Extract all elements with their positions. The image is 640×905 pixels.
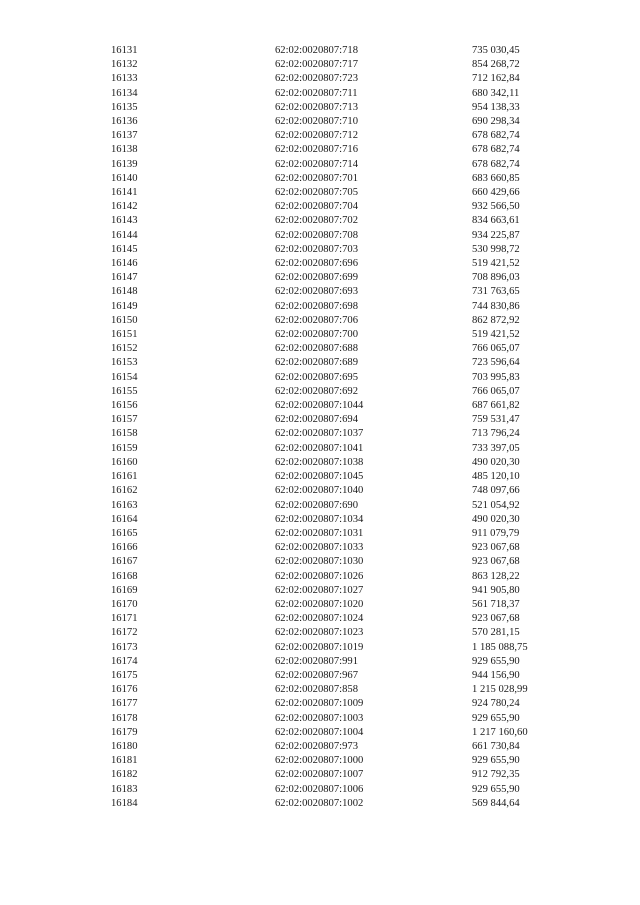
row-number: 16182 [111, 769, 138, 781]
cadastral-number: 62:02:0020807:1031 [275, 527, 364, 539]
table-row [111, 399, 582, 413]
row-number: 16164 [111, 513, 138, 525]
cadastral-number: 62:02:0020807:708 [275, 229, 358, 241]
table-row [111, 200, 582, 214]
cadastral-number: 62:02:0020807:688 [275, 343, 358, 355]
row-number: 16184 [111, 797, 138, 809]
cadastral-number: 62:02:0020807:700 [275, 329, 358, 341]
cadastral-number: 62:02:0020807:1000 [275, 755, 364, 767]
cadastral-value: 485 120,10 [472, 471, 520, 483]
cadastral-value: 929 655,90 [472, 755, 520, 767]
cadastral-number: 62:02:0020807:1030 [275, 556, 364, 568]
row-number: 16145 [111, 243, 138, 255]
cadastral-value: 929 655,90 [472, 712, 520, 724]
cadastral-value: 660 429,66 [472, 187, 520, 199]
table-row [111, 129, 582, 143]
cadastral-value: 678 682,74 [472, 158, 520, 170]
table-row [111, 584, 582, 598]
cadastral-value: 690 298,34 [472, 116, 520, 128]
cadastral-number: 62:02:0020807:1002 [275, 797, 364, 809]
cadastral-value: 735 030,45 [472, 45, 520, 56]
row-number: 16176 [111, 684, 138, 696]
cadastral-number: 62:02:0020807:701 [275, 172, 358, 184]
cadastral-value: 561 718,37 [472, 598, 520, 610]
table-row [111, 484, 582, 498]
row-number: 16141 [111, 187, 138, 199]
cadastral-number: 62:02:0020807:704 [275, 201, 358, 213]
row-number: 16146 [111, 258, 138, 270]
table-row [111, 697, 582, 711]
cadastral-value: 929 655,90 [472, 655, 520, 667]
cadastral-value: 678 682,74 [472, 144, 520, 156]
cadastral-number: 62:02:0020807:973 [275, 740, 358, 752]
cadastral-number: 62:02:0020807:1007 [275, 769, 364, 781]
cadastral-value: 733 397,05 [472, 442, 520, 454]
cadastral-number: 62:02:0020807:717 [275, 59, 358, 71]
row-number: 16152 [111, 343, 138, 355]
table-row [111, 328, 582, 342]
cadastral-value: 929 655,90 [472, 783, 520, 795]
row-number: 16175 [111, 669, 138, 681]
cadastral-value: 521 054,92 [472, 499, 520, 511]
cadastral-value: 712 162,84 [472, 73, 520, 85]
cadastral-value: 678 682,74 [472, 130, 520, 142]
row-number: 16165 [111, 527, 138, 539]
cadastral-number: 62:02:0020807:967 [275, 669, 358, 681]
cadastral-value: 834 663,61 [472, 215, 520, 227]
table-row [111, 655, 582, 669]
table-row [111, 172, 582, 186]
cadastral-value-table [111, 44, 582, 811]
cadastral-number: 62:02:0020807:689 [275, 357, 358, 369]
cadastral-number: 62:02:0020807:690 [275, 499, 358, 511]
table-row [111, 257, 582, 271]
row-number: 16178 [111, 712, 138, 724]
table-row [111, 740, 582, 754]
cadastral-number: 62:02:0020807:991 [275, 655, 358, 667]
row-number: 16133 [111, 73, 138, 85]
table-row [111, 72, 582, 86]
cadastral-value: 923 067,68 [472, 542, 520, 554]
row-number: 16137 [111, 130, 138, 142]
cadastral-value: 1 185 088,75 [472, 641, 528, 653]
table-row [111, 413, 582, 427]
cadastral-number: 62:02:0020807:1038 [275, 456, 364, 468]
table-row [111, 158, 582, 172]
cadastral-value: 713 796,24 [472, 428, 520, 440]
cadastral-number: 62:02:0020807:1024 [275, 613, 364, 625]
row-number: 16169 [111, 584, 138, 596]
cadastral-number: 62:02:0020807:698 [275, 300, 358, 312]
table-row [111, 626, 582, 640]
row-number: 16170 [111, 598, 138, 610]
row-number: 16168 [111, 570, 138, 582]
table-row [111, 300, 582, 314]
row-number: 16136 [111, 116, 138, 128]
row-number: 16158 [111, 428, 138, 440]
cadastral-value: 862 872,92 [472, 314, 520, 326]
cadastral-value: 490 020,30 [472, 456, 520, 468]
cadastral-number: 62:02:0020807:712 [275, 130, 358, 142]
row-number: 16132 [111, 59, 138, 71]
table-row [111, 456, 582, 470]
row-number: 16166 [111, 542, 138, 554]
cadastral-value: 519 421,52 [472, 258, 520, 270]
row-number: 16139 [111, 158, 138, 170]
table-row [111, 754, 582, 768]
table-row [111, 356, 582, 370]
row-number: 16140 [111, 172, 138, 184]
row-number: 16181 [111, 755, 138, 767]
cadastral-value: 519 421,52 [472, 329, 520, 341]
cadastral-number: 62:02:0020807:1009 [275, 698, 364, 710]
table-row [111, 712, 582, 726]
cadastral-number: 62:02:0020807:706 [275, 314, 358, 326]
table-row [111, 44, 582, 58]
table-row [111, 683, 582, 697]
cadastral-value: 766 065,07 [472, 385, 520, 397]
row-number: 16150 [111, 314, 138, 326]
cadastral-number: 62:02:0020807:858 [275, 684, 358, 696]
table-row [111, 527, 582, 541]
cadastral-number: 62:02:0020807:1004 [275, 726, 364, 738]
row-number: 16157 [111, 414, 138, 426]
row-number: 16161 [111, 471, 138, 483]
table-row [111, 598, 582, 612]
cadastral-number: 62:02:0020807:1006 [275, 783, 364, 795]
row-number: 16138 [111, 144, 138, 156]
cadastral-number: 62:02:0020807:703 [275, 243, 358, 255]
cadastral-value: 683 660,85 [472, 172, 520, 184]
cadastral-number: 62:02:0020807:723 [275, 73, 358, 85]
table-row [111, 243, 582, 257]
cadastral-value: 1 217 160,60 [472, 726, 528, 738]
row-number: 16162 [111, 485, 138, 497]
table-row [111, 385, 582, 399]
table-row [111, 570, 582, 584]
cadastral-number: 62:02:0020807:1041 [275, 442, 364, 454]
row-number: 16142 [111, 201, 138, 213]
row-number: 16177 [111, 698, 138, 710]
table-row [111, 442, 582, 456]
cadastral-value: 570 281,15 [472, 627, 520, 639]
cadastral-number: 62:02:0020807:693 [275, 286, 358, 298]
row-number: 16149 [111, 300, 138, 312]
table-row [111, 470, 582, 484]
row-number: 16155 [111, 385, 138, 397]
cadastral-value: 759 531,47 [472, 414, 520, 426]
cadastral-value: 944 156,90 [472, 669, 520, 681]
cadastral-number: 62:02:0020807:1040 [275, 485, 364, 497]
table-body [111, 44, 582, 811]
cadastral-number: 62:02:0020807:1044 [275, 400, 364, 412]
cadastral-number: 62:02:0020807:1023 [275, 627, 364, 639]
table-row [111, 342, 582, 356]
cadastral-value: 687 661,82 [472, 400, 520, 412]
cadastral-number: 62:02:0020807:1027 [275, 584, 364, 596]
cadastral-number: 62:02:0020807:699 [275, 272, 358, 284]
table-row [111, 285, 582, 299]
table-row [111, 726, 582, 740]
row-number: 16174 [111, 655, 138, 667]
table-row [111, 499, 582, 513]
cadastral-value: 680 342,11 [472, 87, 520, 99]
row-number: 16173 [111, 641, 138, 653]
table-row [111, 143, 582, 157]
row-number: 16160 [111, 456, 138, 468]
row-number: 16183 [111, 783, 138, 795]
row-number: 16144 [111, 229, 138, 241]
row-number: 16159 [111, 442, 138, 454]
cadastral-value: 912 792,35 [472, 769, 520, 781]
row-number: 16179 [111, 726, 138, 738]
cadastral-value: 661 730,84 [472, 740, 520, 752]
cadastral-value: 863 128,22 [472, 570, 520, 582]
row-number: 16135 [111, 101, 138, 113]
cadastral-value: 1 215 028,99 [472, 684, 528, 696]
cadastral-value: 932 566,50 [472, 201, 520, 213]
cadastral-value: 923 067,68 [472, 556, 520, 568]
cadastral-number: 62:02:0020807:1020 [275, 598, 364, 610]
cadastral-value: 748 097,66 [472, 485, 520, 497]
row-number: 16154 [111, 371, 138, 383]
table-row [111, 768, 582, 782]
row-number: 16147 [111, 272, 138, 284]
cadastral-number: 62:02:0020807:718 [275, 45, 358, 56]
table-row [111, 101, 582, 115]
cadastral-number: 62:02:0020807:1033 [275, 542, 364, 554]
table-row [111, 271, 582, 285]
table-row [111, 214, 582, 228]
cadastral-number: 62:02:0020807:714 [275, 158, 358, 170]
table-row [111, 797, 582, 811]
row-number: 16131 [111, 45, 138, 56]
cadastral-number: 62:02:0020807:695 [275, 371, 358, 383]
cadastral-number: 62:02:0020807:710 [275, 116, 358, 128]
table-row [111, 371, 582, 385]
row-number: 16153 [111, 357, 138, 369]
cadastral-number: 62:02:0020807:702 [275, 215, 358, 227]
table-row [111, 186, 582, 200]
row-number: 16180 [111, 740, 138, 752]
table-row [111, 612, 582, 626]
table-row [111, 229, 582, 243]
row-number: 16171 [111, 613, 138, 625]
table-row [111, 314, 582, 328]
cadastral-number: 62:02:0020807:1045 [275, 471, 364, 483]
table-row [111, 58, 582, 72]
row-number: 16163 [111, 499, 138, 511]
cadastral-value: 530 998,72 [472, 243, 520, 255]
table-row [111, 427, 582, 441]
cadastral-number: 62:02:0020807:692 [275, 385, 358, 397]
cadastral-number: 62:02:0020807:716 [275, 144, 358, 156]
cadastral-number: 62:02:0020807:694 [275, 414, 358, 426]
table-row [111, 87, 582, 101]
cadastral-value: 954 138,33 [472, 101, 520, 113]
cadastral-value: 731 763,65 [472, 286, 520, 298]
table-row [111, 513, 582, 527]
table-row [111, 541, 582, 555]
table-row [111, 783, 582, 797]
row-number: 16167 [111, 556, 138, 568]
table-row [111, 115, 582, 129]
row-number: 16151 [111, 329, 138, 341]
cadastral-number: 62:02:0020807:711 [275, 87, 358, 99]
cadastral-value: 703 995,83 [472, 371, 520, 383]
row-number: 16134 [111, 87, 138, 99]
cadastral-value: 854 268,72 [472, 59, 520, 71]
cadastral-number: 62:02:0020807:1019 [275, 641, 364, 653]
row-number: 16156 [111, 400, 138, 412]
row-number: 16148 [111, 286, 138, 298]
cadastral-number: 62:02:0020807:705 [275, 187, 358, 199]
cadastral-value: 766 065,07 [472, 343, 520, 355]
cadastral-value: 490 020,30 [472, 513, 520, 525]
cadastral-value: 569 844,64 [472, 797, 520, 809]
table-row [111, 641, 582, 655]
row-number: 16172 [111, 627, 138, 639]
cadastral-number: 62:02:0020807:1037 [275, 428, 364, 440]
cadastral-value: 723 596,64 [472, 357, 520, 369]
cadastral-number: 62:02:0020807:713 [275, 101, 358, 113]
table-row [111, 669, 582, 683]
cadastral-value: 911 079,79 [472, 527, 520, 539]
cadastral-number: 62:02:0020807:1026 [275, 570, 364, 582]
cadastral-value: 924 780,24 [472, 698, 520, 710]
cadastral-value: 923 067,68 [472, 613, 520, 625]
cadastral-value: 934 225,87 [472, 229, 520, 241]
row-number: 16143 [111, 215, 138, 227]
table-row [111, 555, 582, 569]
cadastral-value: 941 905,80 [472, 584, 520, 596]
cadastral-value: 744 830,86 [472, 300, 520, 312]
cadastral-number: 62:02:0020807:1034 [275, 513, 364, 525]
cadastral-number: 62:02:0020807:696 [275, 258, 358, 270]
cadastral-value: 708 896,03 [472, 272, 520, 284]
cadastral-number: 62:02:0020807:1003 [275, 712, 364, 724]
